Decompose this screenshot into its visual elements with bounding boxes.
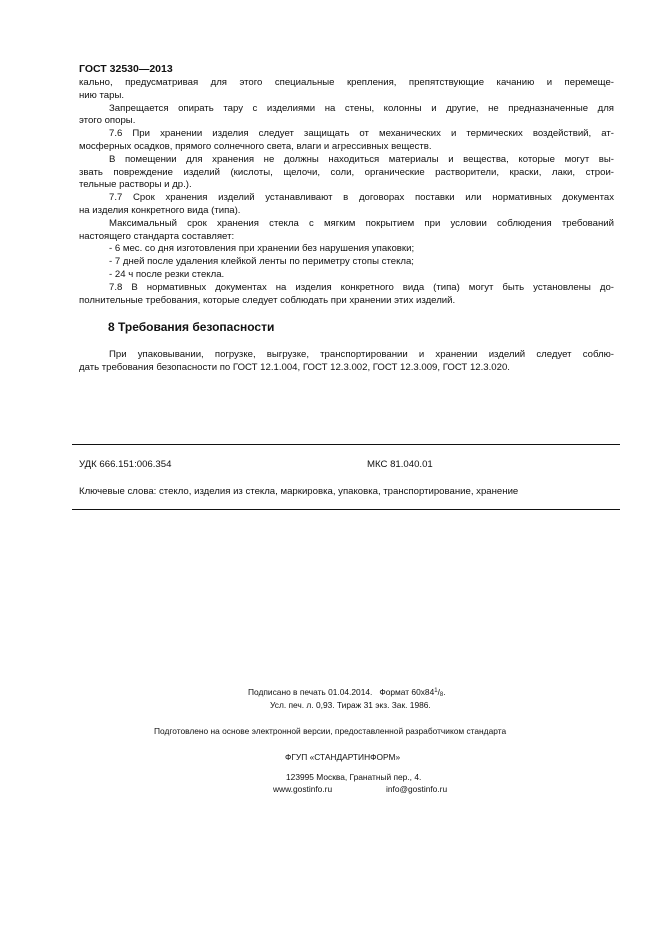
publisher-address: 123995 Москва, Гранатный пер., 4.	[286, 772, 422, 782]
body-line: нию тары.	[79, 89, 125, 101]
body-line: Запрещается опирать тару с изделиями на стены, колонны и другие, не предназначенные для	[109, 102, 614, 114]
top-divider	[72, 444, 620, 445]
body-line: 7.7 Срок хранения изделий устанавливают в договорах поставки или нормативных документах	[109, 192, 614, 204]
section-8-title: 8 Требования безопасности	[108, 320, 275, 334]
list-item: - 24 ч после резки стекла.	[109, 268, 225, 280]
body-line: полнительные требования, которые следует соблюдать при хранении этих изделий.	[79, 294, 456, 306]
print-sheets: Усл. печ. л. 0,93. Тираж 31 экз. Зак. 1986.	[270, 700, 431, 710]
body-line: тельные растворы и др.).	[79, 179, 192, 191]
publisher-email[interactable]: info@gostinfo.ru	[386, 784, 448, 794]
mks-code: МКС 81.040.01	[367, 459, 433, 470]
publisher-name: ФГУП «СТАНДАРТИНФОРМ»	[285, 752, 401, 762]
print-signed-line: Подписано в печать 01.04.2014. Формат $60х84^1/_8$.	[248, 687, 446, 698]
body-line: этого опоры.	[79, 115, 136, 127]
body-line: мосферных осадков, прямого солнечного света, влаги и агрессивных веществ.	[79, 140, 432, 152]
body-line: настоящего стандарта составляет:	[79, 230, 235, 242]
body-line: 7.8 В нормативных документах на изделия конкретного вида (типа) могут быть установлены до-	[109, 281, 614, 293]
list-item: - 6 мес. со дня изготовления при хранении без нарушения упаковки;	[109, 243, 415, 255]
udc-code: УДК 666.151:006.354	[79, 459, 172, 470]
format-numerator: 1	[434, 688, 438, 694]
section-8-text	[79, 349, 614, 375]
body-line: на изделия конкретного вида (типа).	[79, 204, 241, 216]
format-denominator: 8	[439, 692, 444, 698]
document-header-id: ГОСТ 32530—2013	[79, 63, 173, 75]
list-item: - 7 дней после удаления клейкой ленты по периметру стопы стекла;	[109, 256, 414, 268]
section-7-continuation	[79, 77, 614, 307]
keywords: Ключевые слова: стекло, изделия из стекла, маркировка, упаковка, транспортирование, хранение	[79, 486, 519, 497]
signed-date: Подписано в печать 01.04.2014.	[248, 687, 373, 697]
paper-format: Формат 60х84	[379, 687, 435, 697]
body-line: дать требования безопасности по ГОСТ 12.1.004, ГОСТ 12.3.002, ГОСТ 12.3.009, ГОСТ 12.3.020.	[79, 361, 510, 373]
body-line: 7.6 При хранении изделия следует защищать от механических и термических воздействий, ат-	[109, 128, 614, 140]
body-line: Максимальный срок хранения стекла с мягким покрытием при условии соблюдения требований	[109, 217, 614, 229]
body-line: При упаковывании, погрузке, выгрузке, транспортировании и хранении изделий следует соблю-	[109, 349, 614, 360]
prepared-note: Подготовлено на основе электронной версии, предоставленной разработчиком стандарта	[154, 726, 507, 736]
publisher-website[interactable]: www.gostinfo.ru	[273, 784, 333, 794]
bottom-divider	[72, 509, 620, 510]
body-line: В помещении для хранения не должны находиться материалы и вещества, которые могут вы-	[109, 153, 614, 165]
body-line: кально, предусматривая для этого специальные крепления, препятствующие качанию и перемеще-	[79, 77, 614, 88]
body-line: звать повреждение изделий (кислоты, щелочи, соли, органические растворители, краски, лаки, строи-	[79, 166, 614, 178]
